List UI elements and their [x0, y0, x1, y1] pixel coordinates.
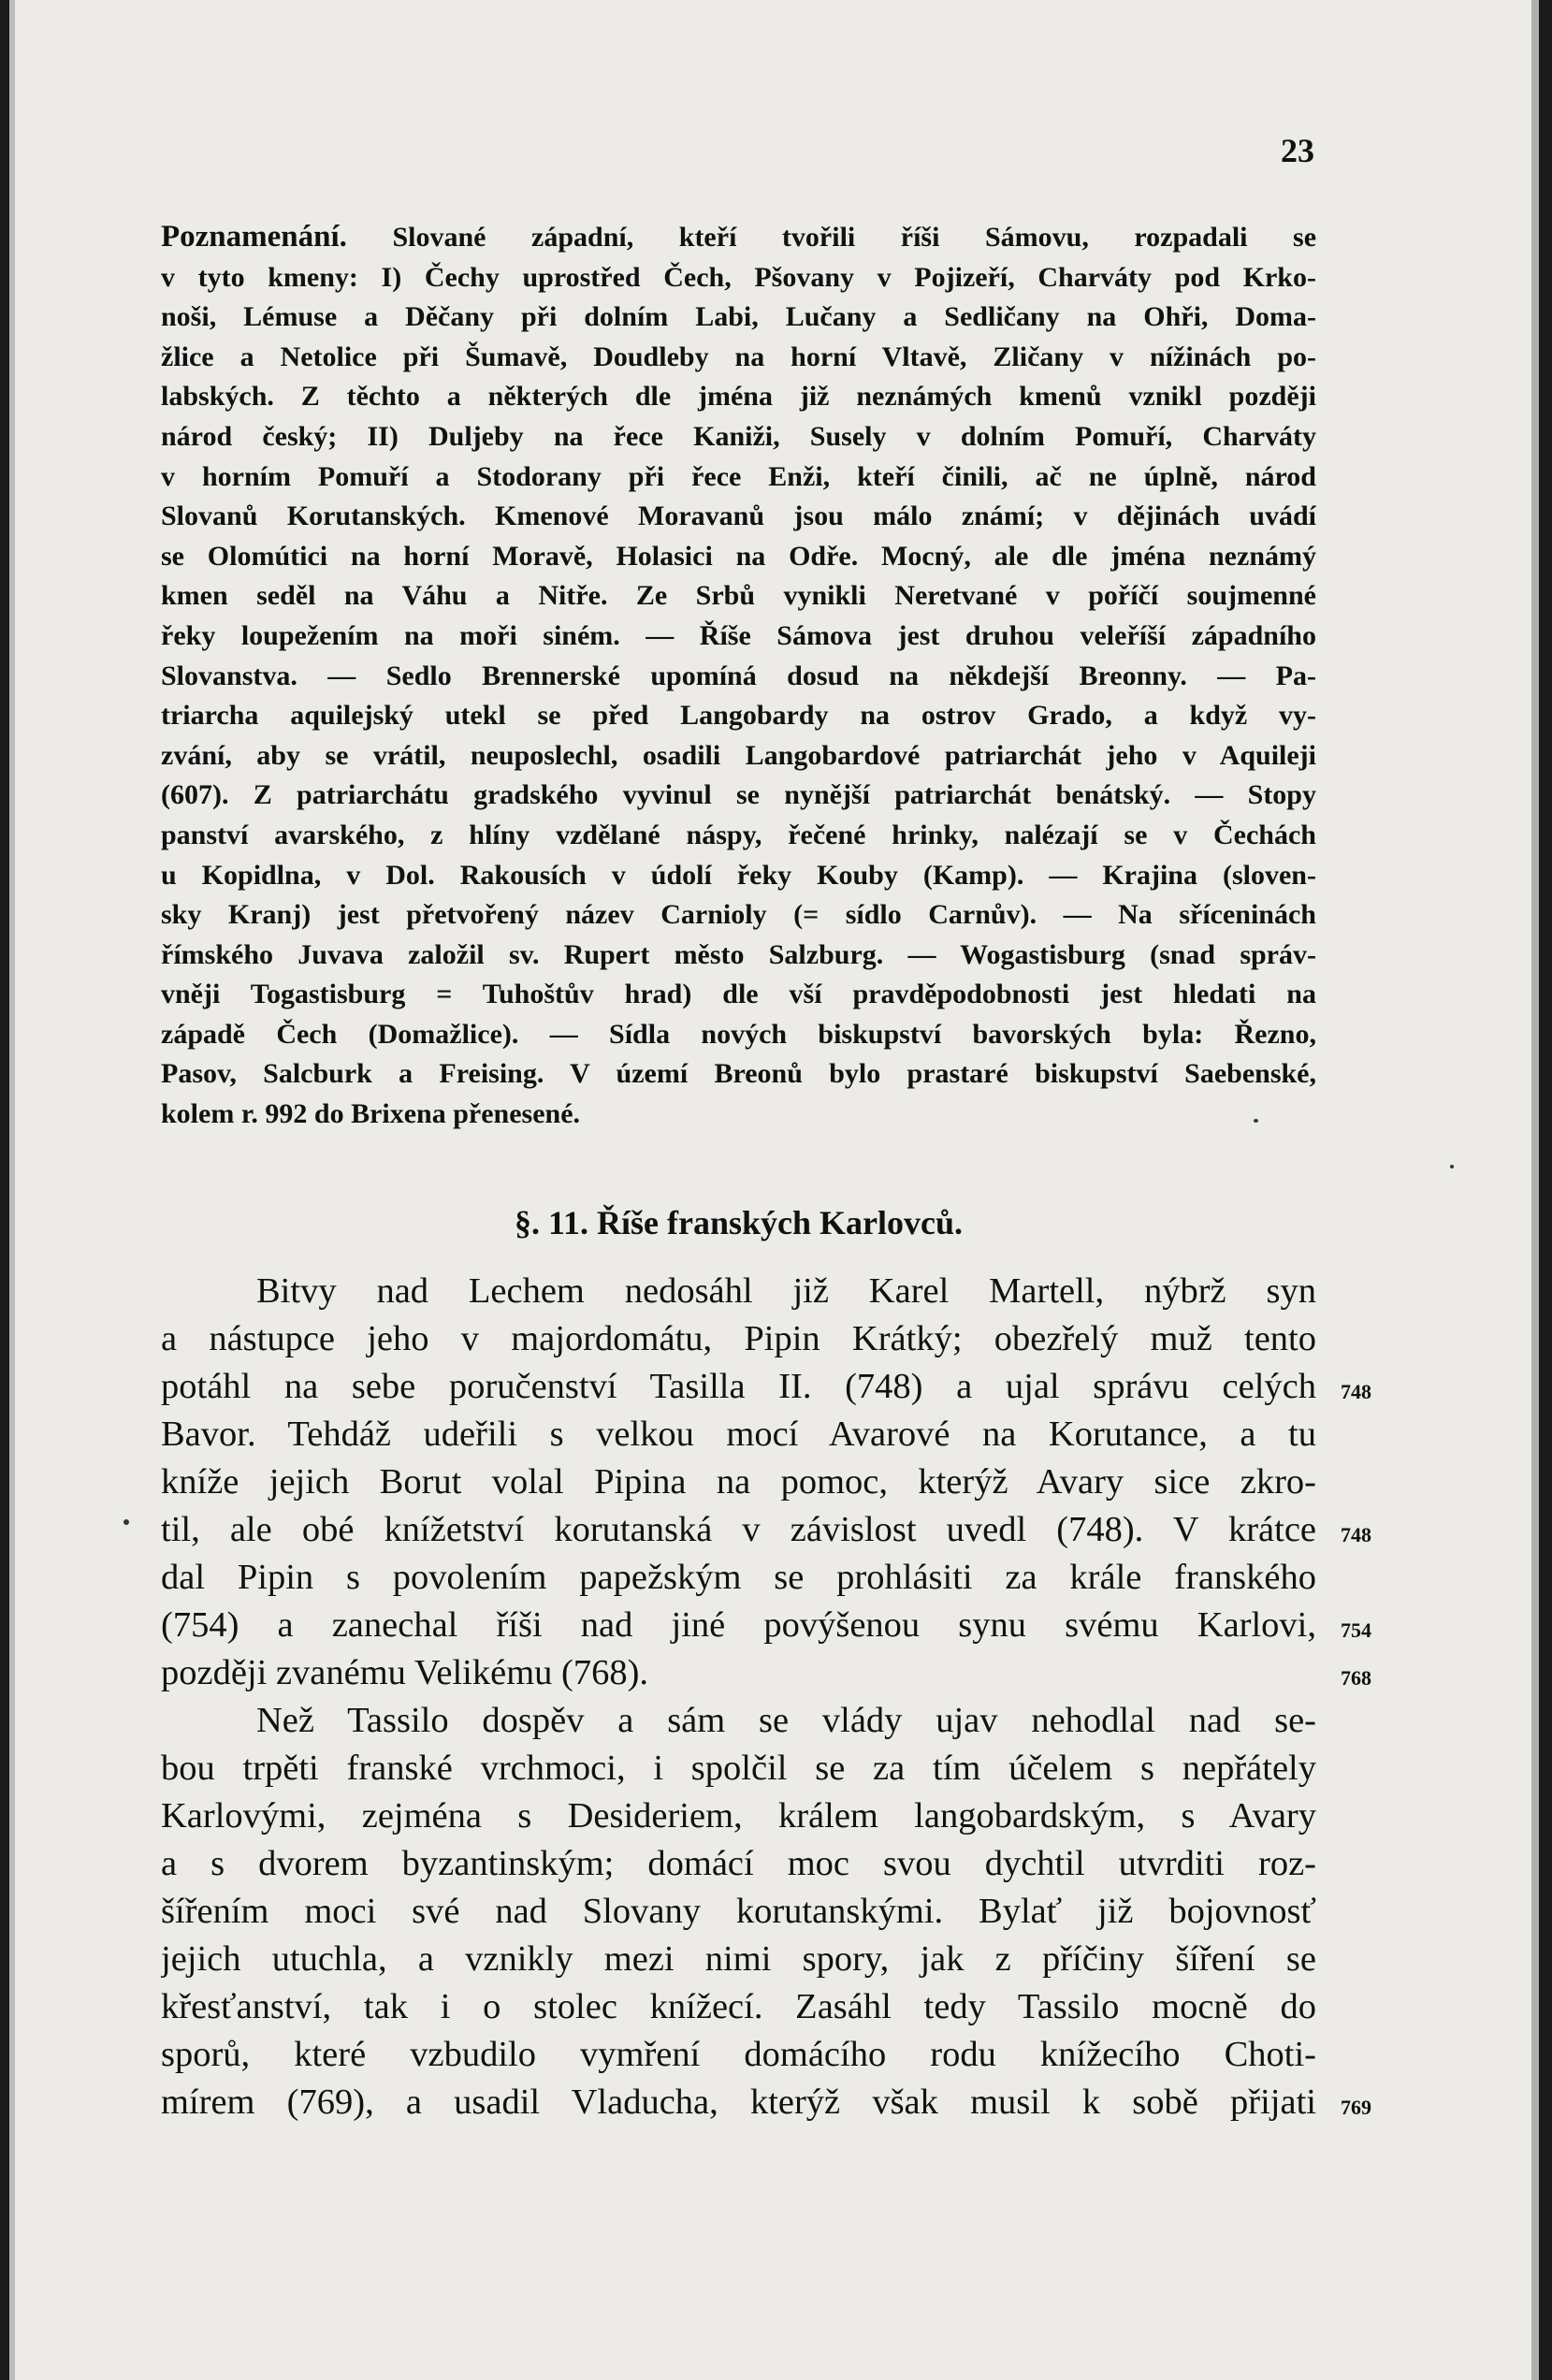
margin-year: 769: [1341, 2096, 1371, 2119]
margin-years: [1341, 0, 1415, 2380]
margin-year: 754: [1341, 1618, 1371, 1642]
body-line: (754) a zanechal říši nad jiné povýšenou synu svému Karlovi,: [161, 1605, 1316, 1645]
print-speck: [1450, 1165, 1454, 1168]
section-title: §. 11. Říše franských Karlovců.: [514, 1204, 963, 1241]
print-speck: [123, 1519, 129, 1525]
notes-line: řeky loupežením na moři siném. — Říše Sámova jest druhou veleříší západního: [161, 619, 1316, 651]
body-line: dal Pipin s povolením papežským se prohlásiti za krále franského: [161, 1558, 1316, 1597]
body-line: bou trpěti franské vrchmoci, i spolčil se za tím účelem s nepřátely: [161, 1749, 1316, 1788]
body-line: til, ale obé knížetství korutanská v závislost uvedl (748). V krátce: [161, 1510, 1316, 1549]
notes-block: [161, 217, 1316, 1135]
notes-line: sky Kranj) jest přetvořený název Carnioly (= sídlo Carnův). — Na sříceninách: [161, 899, 1316, 931]
notes-line: u Kopidlna, v Dol. Rakousích v údolí řeky Kouby (Kamp). — Krajina (sloven-: [161, 859, 1316, 891]
notes-line: v tyto kmeny: I) Čechy uprostřed Čech, Pšovany v Pojizeří, Charváty pod Krko-: [161, 261, 1316, 293]
body-line: Karlovými, zejména s Desideriem, králem langobardským, s Avary: [161, 1796, 1316, 1836]
notes-line: národ český; II) Duljeby na řece Kaniži, Susely v dolním Pomuří, Charváty: [161, 420, 1316, 452]
body-line: později zvanému Velikému (768).: [161, 1653, 649, 1692]
notes-line: žlice a Netolice při Šumavě, Doudleby na horní Vltavě, Zličany v nížinách po-: [161, 341, 1316, 372]
notes-line: římského Juvava založil sv. Rupert město Salzburg. — Wogastisburg (snad správ-: [161, 938, 1316, 970]
notes-label: Poznamenání.: [161, 220, 347, 254]
scan-left-edge: [0, 0, 9, 2380]
scan-right-edge-shadow: [1531, 0, 1539, 2380]
notes-line-text: Slované západní, kteří tvořili říši Sámovu, rozpadali se: [392, 222, 1316, 253]
body-line: jejich utuchla, a vznikly mezi nimi spory, jak z příčiny šíření se: [161, 1939, 1316, 1979]
body-line: sporů, které vzbudilo vymření domácího rodu knížecího Choti-: [161, 2035, 1316, 2074]
notes-line: kmen seděl na Váhu a Nitře. Ze Srbů vynikli Neretvané v poříčí soujmenné: [161, 580, 1316, 612]
body-line: kníže jejich Borut volal Pipina na pomoc, kterýž Avary sice zkro-: [161, 1462, 1316, 1502]
body-line: Bitvy nad Lechem nedosáhl již Karel Martell, nýbrž syn: [256, 1271, 1316, 1311]
body-line: potáhl na sebe poručenství Tasilla II. (748) a ujal správu celých: [161, 1367, 1316, 1406]
notes-line: kolem r. 992 do Brixena přenesené.: [161, 1098, 581, 1130]
body-line: šířením moci své nad Slovany korutanskými. Bylať již bojovnosť: [161, 1892, 1316, 1931]
print-speck: [1254, 1119, 1258, 1123]
notes-line: triarcha aquilejský utekl se před Langobardy na ostrov Grado, a když vy-: [161, 700, 1316, 732]
body-line: a s dvorem byzantinským; domácí moc svou dychtil utvrditi roz-: [161, 1844, 1316, 1883]
page-number: 23: [1281, 132, 1314, 169]
notes-line: vněji Togastisburg = Tuhoštův hrad) dle vší pravděpodobnosti jest hledati na: [161, 979, 1316, 1010]
scan-left-edge-shadow: [9, 0, 15, 2380]
margin-year: 748: [1341, 1523, 1371, 1546]
body-line: a nástupce jeho v majordomátu, Pipin Krátký; obezřelý muž tento: [161, 1319, 1316, 1358]
notes-line: noši, Lémuse a Děčany při dolním Labi, Lučany a Sedličany na Ohři, Doma-: [161, 301, 1316, 333]
scan-right-edge: [1539, 0, 1552, 2380]
notes-line: [161, 217, 1316, 258]
notes-line: západě Čech (Domažlice). — Sídla nových biskupství bavorských byla: Řezno,: [161, 1018, 1316, 1050]
body-line: křesťanství, tak i o stolec knížecí. Zasáhl tedy Tassilo mocně do: [161, 1987, 1316, 2026]
notes-line: Slovanstva. — Sedlo Brennerské upomíná dosud na někdejší Breonny. — Pa-: [161, 660, 1316, 691]
notes-line: se Olomútici na horní Moravě, Holasici na Odře. Mocný, ale dle jména neznámý: [161, 540, 1316, 572]
body-line: mírem (769), a usadil Vladucha, kterýž však musil k sobě přijati: [161, 2082, 1316, 2122]
notes-line: labských. Z těchto a některých dle jména již neznámých kmenů vznikl později: [161, 381, 1316, 413]
notes-line: (607). Z patriarchátu gradského vyvinul se nynější patriarchát benátský. — Stopy: [161, 779, 1316, 811]
notes-line: Slovanů Korutanských. Kmenové Moravanů jsou málo známí; v dějinách uvádí: [161, 501, 1316, 532]
body-line: Než Tassilo dospěv a sám se vlády ujav nehodlal nad se-: [256, 1701, 1316, 1740]
notes-line: Pasov, Salcburk a Freising. V území Breonů bylo prastaré biskupství Saebenské,: [161, 1058, 1316, 1090]
body-text: [161, 1268, 1316, 2126]
notes-line: v horním Pomuří a Stodorany při řece Enži, kteří činili, ač ne úplně, národ: [161, 460, 1316, 492]
notes-line: zvání, aby se vrátil, neuposlechl, osadili Langobardové patriarchát jeho v Aquileji: [161, 739, 1316, 771]
notes-line: panství avarského, z hlíny vzdělané náspy, řečené hrinky, nalézají se v Čechách: [161, 819, 1316, 850]
body-line: Bavor. Tehdáž udeřili s velkou mocí Avarové na Korutance, a tu: [161, 1415, 1316, 1454]
margin-year: 748: [1341, 1380, 1371, 1403]
margin-year: 768: [1341, 1666, 1371, 1690]
